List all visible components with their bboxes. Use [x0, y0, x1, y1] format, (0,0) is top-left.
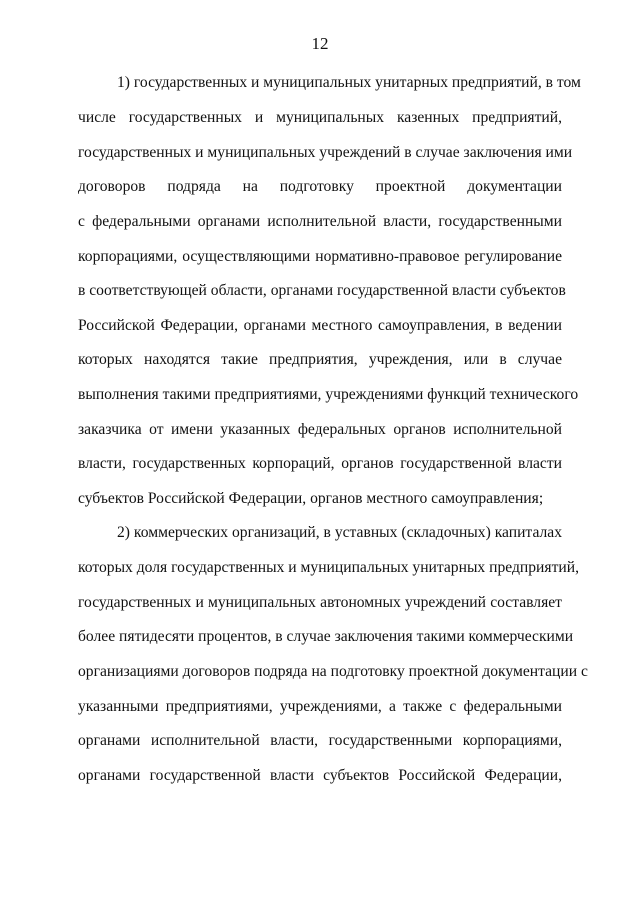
paragraph-1-line: государственных и муниципальных учреждений в случае заключения ими [78, 144, 573, 161]
paragraph-2-line: более пятидесяти процентов, в случае заключения такими коммерческими [78, 628, 574, 645]
paragraph-1-line: власти, государственных корпораций, органов государственной власти [78, 455, 562, 472]
paragraph-2-line: которых доля государственных и муниципальных унитарных предприятий, [78, 559, 579, 576]
paragraph-2-line: государственных и муниципальных автономных учреждений составляет [78, 594, 562, 611]
paragraph-1-line: 1) государственных и муниципальных унитарных предприятий, в том [117, 74, 581, 91]
paragraph-2-line: указанными предприятиями, учреждениями, а также с федеральными [78, 698, 562, 715]
paragraph-1-line: заказчика от имени указанных федеральных органов исполнительной [78, 421, 562, 438]
paragraph-1-line: выполнения такими предприятиями, учреждениями функций технического [78, 386, 579, 403]
paragraph-1-line: с федеральными органами исполнительной власти, государственными [78, 213, 562, 230]
paragraph-2-line: 2) коммерческих организаций, в уставных (складочных) капиталах [117, 524, 562, 541]
paragraph-1-line: которых находятся такие предприятия, учреждения, или в случае [78, 351, 562, 368]
paragraph-1-line: договоров подряда на подготовку проектной документации [78, 178, 562, 195]
paragraph-1-line: Российской Федерации, органами местного самоуправления, в ведении [78, 317, 562, 334]
paragraph-1-line: корпорациями, осуществляющими нормативно-правовое регулирование [78, 248, 562, 265]
paragraph-1-line: в соответствующей области, органами государственной власти субъектов [78, 282, 566, 299]
paragraph-1-line: субъектов Российской Федерации, органов местного самоуправления; [78, 490, 544, 507]
paragraph-1-line: числе государственных и муниципальных казенных предприятий, [78, 109, 562, 126]
page-number: 12 [311, 34, 329, 53]
paragraph-2-line: органами исполнительной власти, государственными корпорациями, [78, 732, 562, 749]
paragraph-2-line: органами государственной власти субъектов Российской Федерации, [78, 767, 562, 784]
paragraph-2-line: организациями договоров подряда на подготовку проектной документации с [78, 663, 588, 680]
